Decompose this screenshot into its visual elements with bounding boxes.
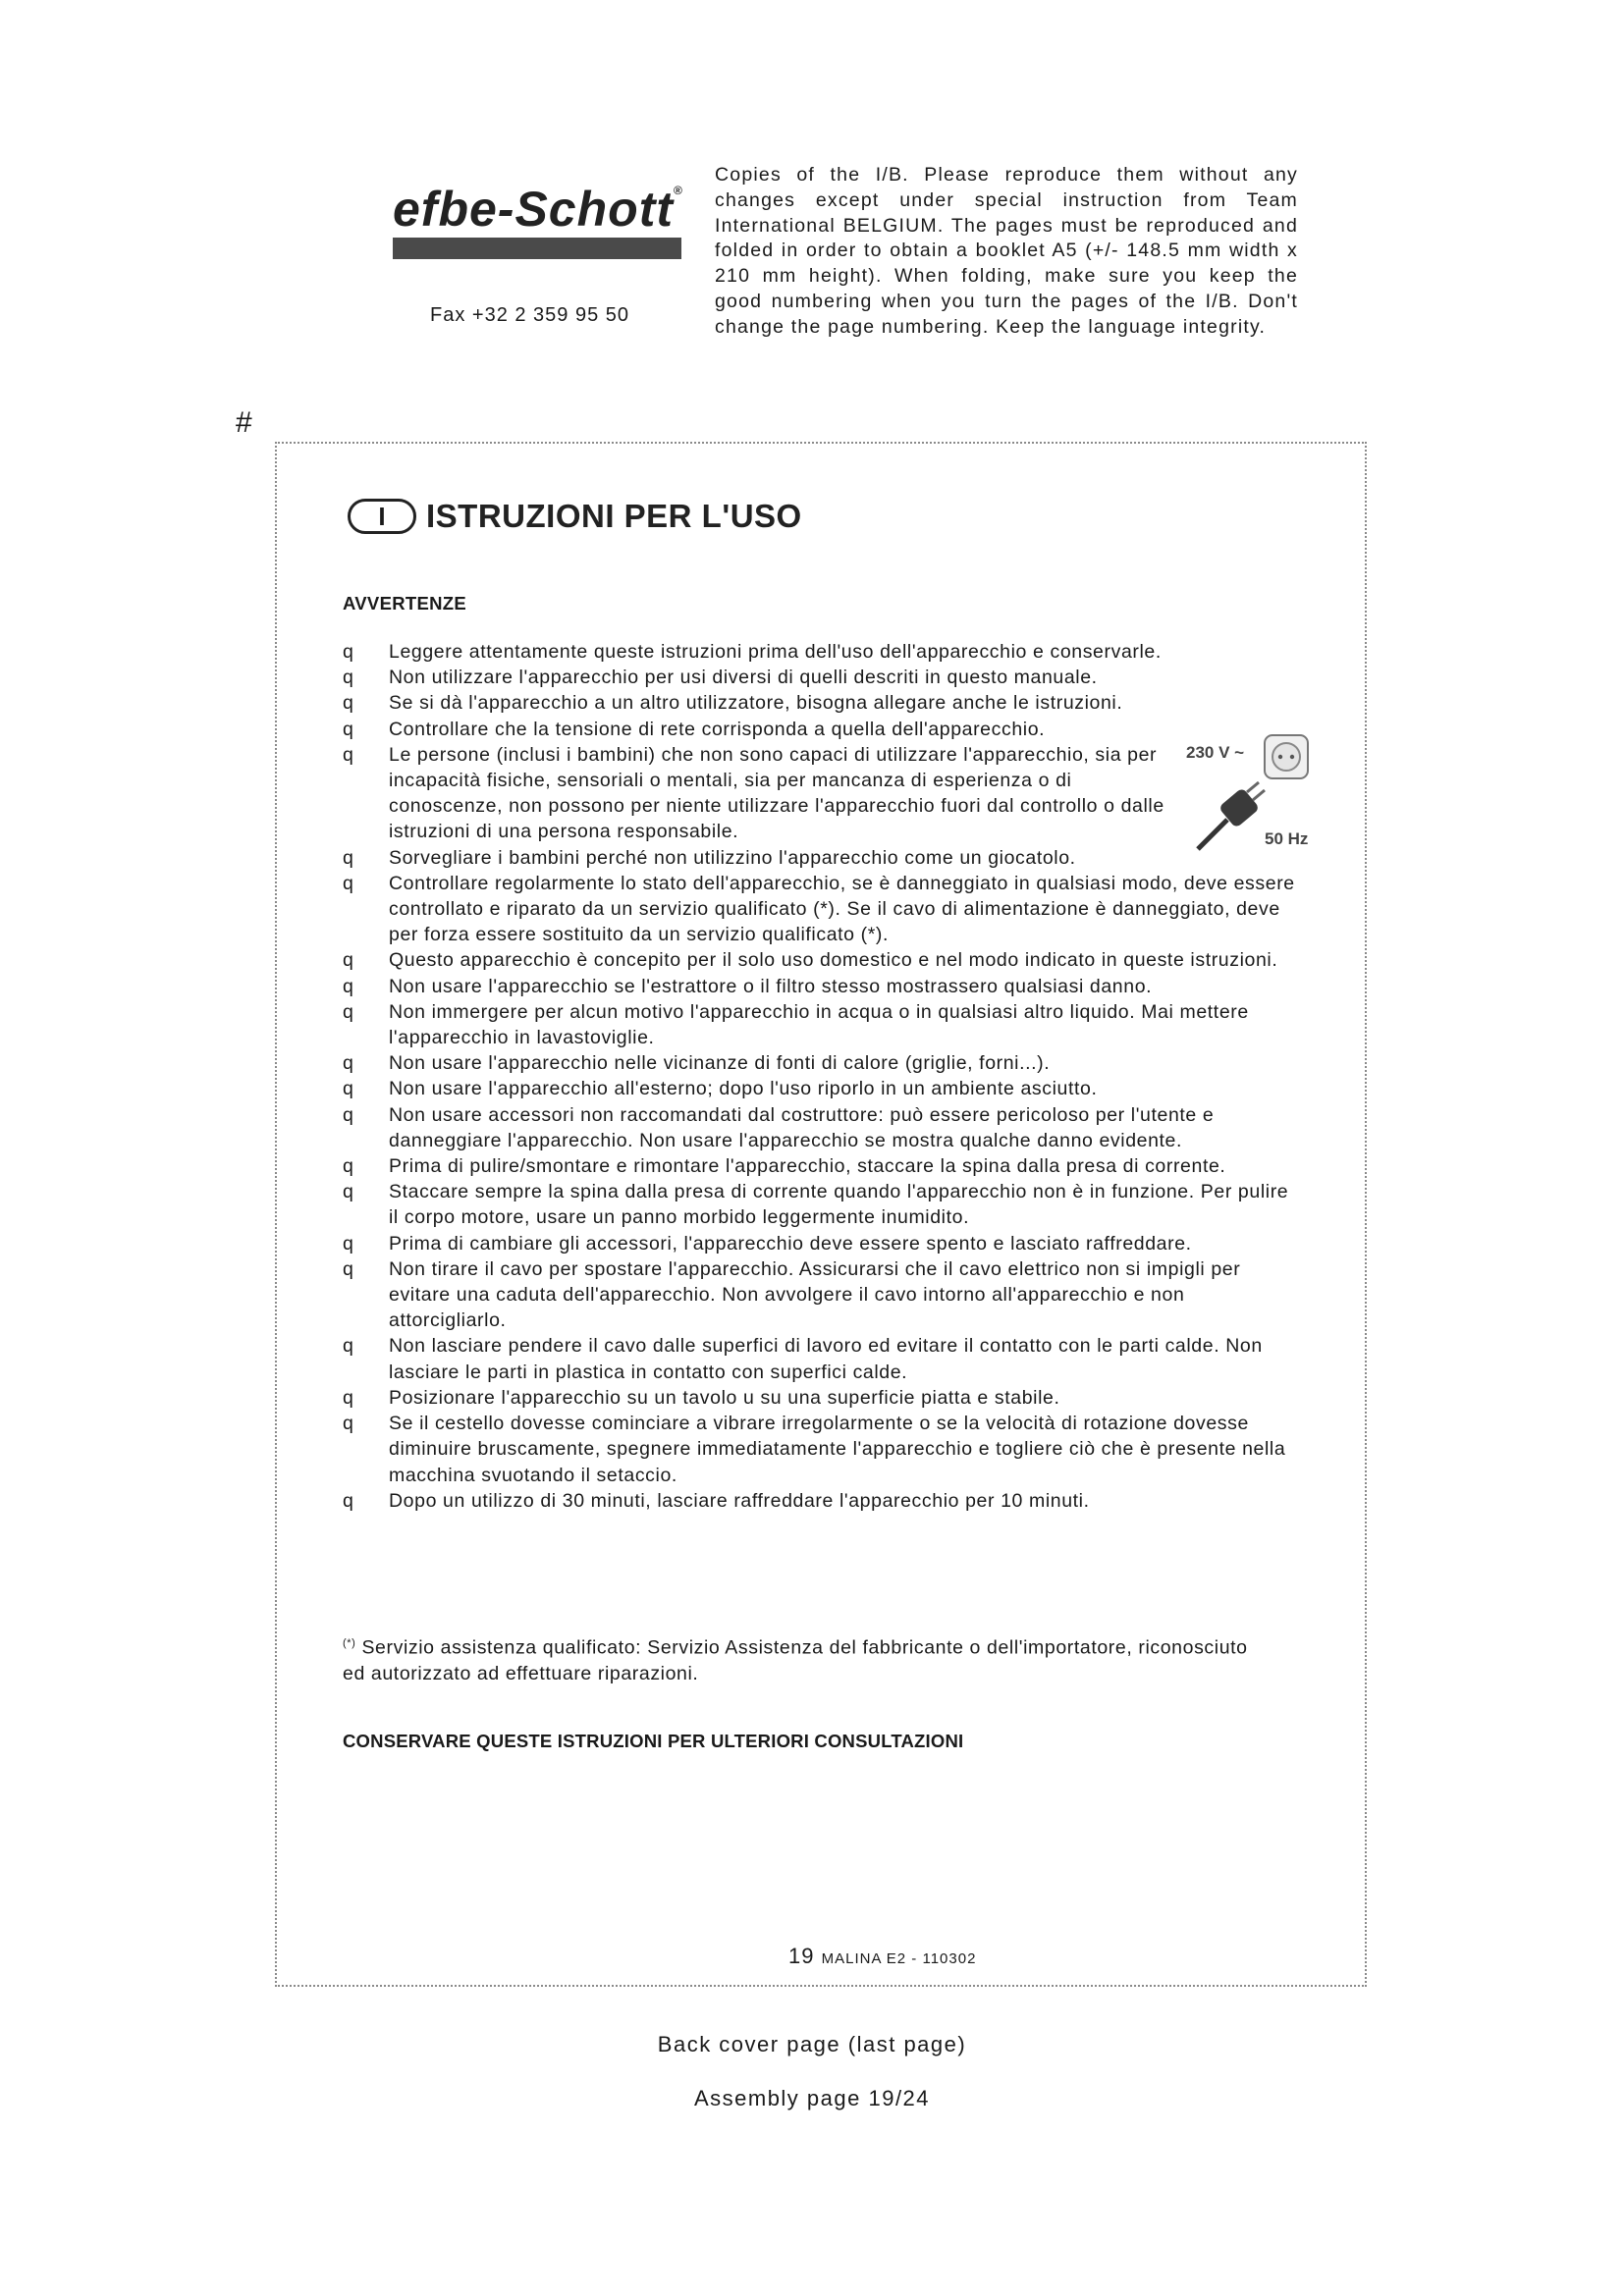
bullet-icon: q: [343, 692, 354, 715]
list-item: q Le persone (inclusi i bambini) che non sono capaci di utilizzare l'apparecchio, sia per incapacità fisiche, sensoriali o mentali, sia per mancanza di esperienza o di conoscenze, non possono per niente utilizzare l'apparecchio fuori dal controllo o dalle istruzioni di una persona responsabile.: [343, 742, 1295, 845]
footnote-text: Servizio assistenza qualificato: Servizio Assistenza del fabbricante o dell'importatore, riconosciuto ed autorizzato ad effettuare riparazioni.: [343, 1636, 1248, 1684]
frequency-label: 50 Hz: [1265, 829, 1309, 848]
list-item: q Non tirare il cavo per spostare l'apparecchio. Assicurarsi che il cavo elettrico non si impigli per evitare una caduta dell'apparecchio. Non avvolgere il cavo intorno all'apparecchio e non attorcigliarlo.: [343, 1256, 1295, 1334]
language-badge: I: [348, 499, 416, 534]
list-item: q Prima di cambiare gli accessori, l'apparecchio deve essere spento e lasciato raffreddare.: [343, 1231, 1295, 1256]
bullet-icon: q: [343, 846, 354, 869]
back-cover-label: Back cover page (last page): [657, 2032, 967, 2056]
bullet-icon: q: [343, 1181, 354, 1203]
logo-bar: [393, 238, 681, 259]
assembly-page-label: Assembly page 19/24: [693, 2086, 931, 2110]
footnote-mark: (*): [343, 1637, 356, 1649]
bullet-icon: q: [343, 1155, 354, 1178]
closing-notice: CONSERVARE QUESTE ISTRUZIONI PER ULTERIORI CONSULTAZIONI: [343, 1731, 964, 1751]
bullet-icon: q: [343, 718, 354, 740]
bullet-icon: q: [343, 949, 354, 972]
list-item: q Se si dà l'apparecchio a un altro utilizzatore, bisogna allegare anche le istruzioni.: [343, 690, 1295, 716]
brand-name: efbe-Schott: [393, 182, 674, 237]
list-item: q Non usare l'apparecchio se l'estrattore o il filtro stesso mostrassero qualsiasi danno.: [343, 974, 1295, 999]
bullet-icon: q: [343, 667, 354, 689]
warnings-list: [343, 639, 1295, 1514]
footnote: [343, 1630, 1266, 1686]
page-marker: #: [236, 406, 252, 439]
bullet-icon: q: [343, 1489, 354, 1512]
section-heading: AVVERTENZE: [343, 593, 467, 614]
list-item: q Questo apparecchio è concepito per il solo uso domestico e nel modo indicato in queste istruzioni.: [343, 947, 1295, 973]
bullet-icon: q: [343, 1257, 354, 1280]
list-item: q Dopo un utilizzo di 30 minuti, lasciare raffreddare l'apparecchio per 10 minuti.: [343, 1488, 1295, 1514]
list-item: q Non usare accessori non raccomandati dal costruttore: può essere pericoloso per l'utente e danneggiare l'apparecchio. Non usare l'apparecchio se mostra qualche danno evidente.: [343, 1102, 1295, 1153]
page-number-value: 19: [788, 1944, 815, 1968]
list-item: q Non utilizzare l'apparecchio per usi diversi di quelli descriti in questo manuale.: [343, 665, 1295, 690]
bullet-icon: q: [343, 975, 354, 997]
list-item: q Non usare l'apparecchio nelle vicinanze di fonti di calore (griglie, forni...).: [343, 1050, 1295, 1076]
list-item: q Non usare l'apparecchio all'esterno; dopo l'uso riporlo in un ambiente asciutto.: [343, 1076, 1295, 1101]
brand-logo: [393, 182, 687, 268]
manual-title-text: ISTRUZIONI PER L'USO: [426, 498, 802, 534]
page-number: [788, 1944, 976, 1969]
plug-socket-illustration: [1178, 731, 1326, 869]
list-item: q Controllare che la tensione di rete corrisponda a quella dell'apparecchio.: [343, 717, 1295, 742]
bullet-icon: q: [343, 1413, 354, 1435]
list-item: q Non immergere per alcun motivo l'apparecchio in acqua o in qualsiasi altro liquido. Mai mettere l'apparecchio in lavastoviglie.: [343, 999, 1295, 1050]
bullet-icon: q: [343, 743, 354, 766]
bullet-icon: q: [343, 1103, 354, 1126]
list-item: q Se il cestello dovesse cominciare a vibrare irregolarmente o se la velocità di rotazione dovesse diminuire bruscamente, spegnere immediatamente l'apparecchio e togliere ciò che è presente nella macchina svuotando il setaccio.: [343, 1411, 1295, 1488]
bullet-icon: q: [343, 872, 354, 894]
model-code: MALINA E2 - 110302: [821, 1950, 977, 1967]
copies-note: Copies of the I/B. Please reproduce them without any changes except under special instruction from Team International BELGIUM. The pages must be reproduced and folded in order to obtain a booklet A5 (+/- 148.5 mm width x 210 mm height). When folding, make sure you keep the good numbering when you turn the pages of the I/B. Don't change the page numbering. Keep the language integrity.: [715, 164, 1298, 338]
bullet-icon: q: [343, 1052, 354, 1075]
bullet-icon: q: [343, 1232, 354, 1255]
list-item: q Non lasciare pendere il cavo dalle superfici di lavoro ed evitare il contatto con le parti calde. Non lasciare le parti in plastica in contatto con superfici calde.: [343, 1333, 1295, 1384]
list-item: q Posizionare l'apparecchio su un tavolo u su una superficie piatta e stabile.: [343, 1385, 1295, 1411]
manual-title: [348, 495, 802, 538]
list-item: q Prima di pulire/smontare e rimontare l'apparecchio, staccare la spina dalla presa di corrente.: [343, 1153, 1295, 1179]
bullet-icon: q: [343, 1335, 354, 1358]
bullet-icon: q: [343, 1078, 354, 1100]
list-item: q Staccare sempre la spina dalla presa di corrente quando l'apparecchio non è in funzione. Per pulire il corpo motore, usare un panno morbido leggermente inumidito.: [343, 1179, 1295, 1230]
voltage-label: 230 V ~: [1186, 743, 1245, 762]
bullet-icon: q: [343, 641, 354, 663]
list-item: q Controllare regolarmente lo stato dell'apparecchio, se è danneggiato in qualsiasi modo, deve essere controllato e riparato da un servizio qualificato (*). Se il cavo di alimentazione è danneggiato, deve per forza essere sostituito da un servizio qualificato (*).: [343, 871, 1295, 948]
registered-mark: ®: [674, 184, 683, 197]
bullet-icon: q: [343, 1386, 354, 1409]
list-item: q Sorvegliare i bambini perché non utilizzino l'apparecchio come un giocatolo.: [343, 845, 1295, 871]
bullet-icon: q: [343, 1000, 354, 1023]
list-item: q Leggere attentamente queste istruzioni prima dell'uso dell'apparecchio e conservarle.: [343, 639, 1295, 665]
fax-number: Fax +32 2 359 95 50: [430, 304, 630, 326]
